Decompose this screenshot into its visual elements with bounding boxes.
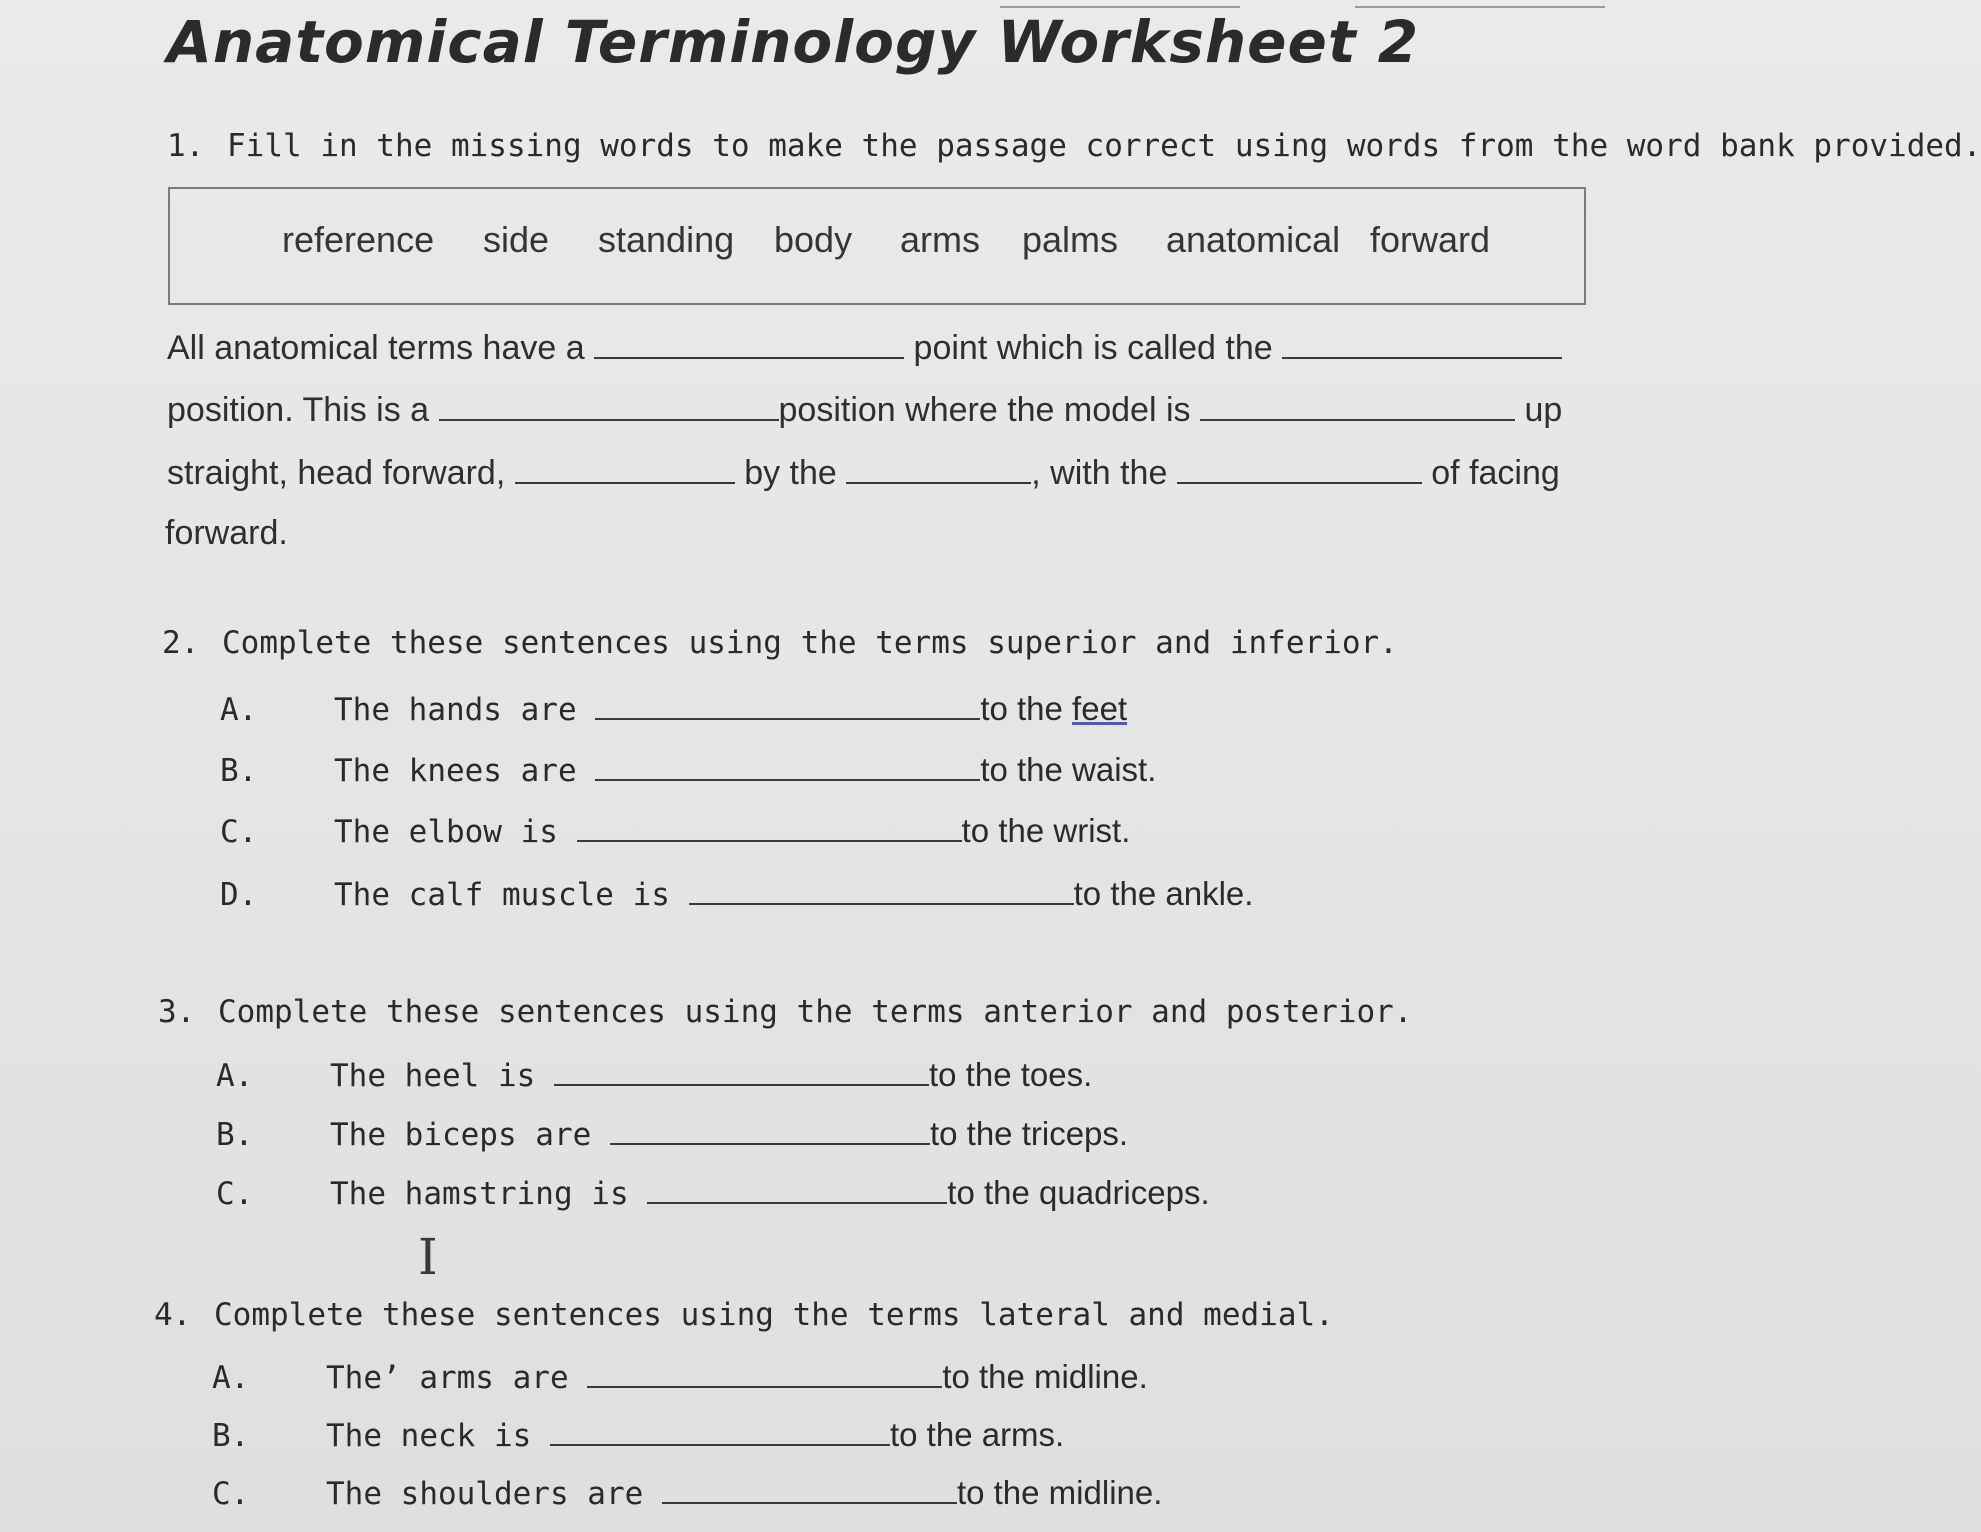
worksheet-title: Anatomical Terminology Worksheet 2	[167, 8, 1420, 76]
passage-text: position where the model is	[778, 391, 1191, 429]
word-bank-item: body	[774, 219, 853, 260]
text-cursor-icon: I	[418, 1228, 438, 1286]
passage-text: up	[1524, 391, 1563, 429]
question-number: 1.	[167, 128, 205, 164]
item-end: to the triceps.	[929, 1115, 1129, 1152]
question-2-instruction: Complete these sentences using the terms superior and inferior.	[222, 625, 1398, 661]
question-number: 2.	[162, 625, 200, 661]
item-start: The biceps are	[330, 1117, 592, 1153]
item-start: The neck is	[326, 1418, 532, 1454]
answer-blank[interactable]	[1177, 452, 1422, 484]
question-4	[154, 1297, 1334, 1333]
item-letter: B.	[216, 1117, 254, 1153]
word-bank-item: anatomical	[1166, 219, 1341, 260]
answer-blank[interactable]	[662, 1472, 957, 1504]
q3-item-a	[216, 1054, 1092, 1094]
answer-blank[interactable]	[595, 749, 980, 781]
answer-blank[interactable]	[515, 452, 735, 484]
answer-blank[interactable]	[1282, 327, 1562, 359]
q3-item-b	[216, 1113, 1128, 1153]
answer-blank[interactable]	[577, 810, 962, 842]
q4-item-a	[212, 1356, 1148, 1396]
word-bank-item: arms	[900, 219, 980, 260]
item-start: The knees are	[334, 753, 577, 789]
item-start: The heel is	[330, 1058, 536, 1094]
answer-blank[interactable]	[595, 688, 980, 720]
answer-blank[interactable]	[587, 1356, 942, 1388]
item-letter: C.	[216, 1176, 254, 1212]
item-letter: B.	[220, 753, 258, 789]
q2-item-d	[220, 873, 1253, 913]
item-start: The hands are	[334, 692, 577, 728]
item-letter: D.	[220, 877, 258, 913]
q4-item-b	[212, 1414, 1064, 1454]
item-end: to the ankle.	[1073, 875, 1254, 912]
q4-item-c	[212, 1472, 1162, 1512]
passage-text: straight, head forward,	[167, 454, 506, 492]
question-3-instruction: Complete these sentences using the terms anterior and posterior.	[218, 994, 1413, 1030]
item-end: to the arms.	[889, 1416, 1065, 1453]
q2-item-b	[220, 749, 1156, 789]
item-end: to the wrist.	[961, 812, 1131, 849]
word-bank-item: palms	[1022, 219, 1119, 260]
passage-text: position. This is a	[167, 391, 430, 429]
item-start: The shoulders are	[326, 1476, 644, 1512]
item-letter: A.	[212, 1360, 250, 1396]
passage-text: forward.	[165, 514, 288, 552]
passage-text: All anatomical terms have a	[167, 329, 585, 367]
answer-blank[interactable]	[689, 873, 1074, 905]
item-start: The elbow is	[334, 814, 558, 850]
question-2	[162, 625, 1398, 661]
item-end: to the midline.	[956, 1474, 1163, 1511]
passage-line-3	[167, 452, 1560, 493]
item-letter: A.	[216, 1058, 254, 1094]
item-end: to the	[980, 690, 1073, 727]
item-letter: C.	[220, 814, 258, 850]
passage-line-1	[167, 327, 1562, 368]
passage-text: by the	[744, 454, 837, 492]
item-letter: A.	[220, 692, 258, 728]
answer-blank[interactable]	[1200, 389, 1515, 421]
item-end: to the toes.	[928, 1056, 1093, 1093]
word-bank-item: reference	[282, 219, 435, 260]
item-end: to the quadriceps.	[947, 1174, 1210, 1211]
item-start: The calf muscle is	[334, 877, 670, 913]
passage-text: , with the	[1031, 454, 1168, 492]
answer-blank[interactable]	[550, 1414, 890, 1446]
word-bank-item: forward	[1370, 219, 1491, 260]
item-letter: B.	[212, 1418, 250, 1454]
item-end: to the midline.	[942, 1358, 1148, 1395]
word-bank	[168, 187, 1586, 305]
question-number: 4.	[154, 1297, 192, 1333]
word-bank-item: side	[483, 219, 550, 260]
q2-item-a	[220, 688, 1127, 728]
item-start: The’ arms are	[326, 1360, 569, 1396]
word-bank-item: standing	[598, 219, 735, 260]
q2-item-c	[220, 810, 1130, 850]
answer-blank[interactable]	[647, 1172, 947, 1204]
item-letter: C.	[212, 1476, 250, 1512]
passage-text: of facing	[1431, 454, 1560, 492]
passage-line-2	[167, 389, 1562, 430]
item-end: to the waist.	[980, 751, 1157, 788]
answer-blank[interactable]	[554, 1054, 929, 1086]
answer-blank[interactable]	[594, 327, 904, 359]
question-1-instruction: Fill in the missing words to make the passage correct using words from the word bank provided.	[227, 128, 1981, 164]
question-3	[158, 994, 1412, 1030]
answer-blank[interactable]	[846, 452, 1031, 484]
question-4-instruction: Complete these sentences using the terms lateral and medial.	[214, 1297, 1334, 1333]
item-start: The hamstring is	[330, 1176, 629, 1212]
passage-line-4	[165, 514, 288, 553]
question-1	[167, 128, 1981, 164]
item-end-word: feet	[1072, 690, 1128, 727]
passage-text: point which is called the	[913, 329, 1273, 367]
answer-blank[interactable]	[610, 1113, 930, 1145]
answer-blank[interactable]	[439, 389, 779, 421]
question-number: 3.	[158, 994, 196, 1030]
q3-item-c	[216, 1172, 1210, 1212]
